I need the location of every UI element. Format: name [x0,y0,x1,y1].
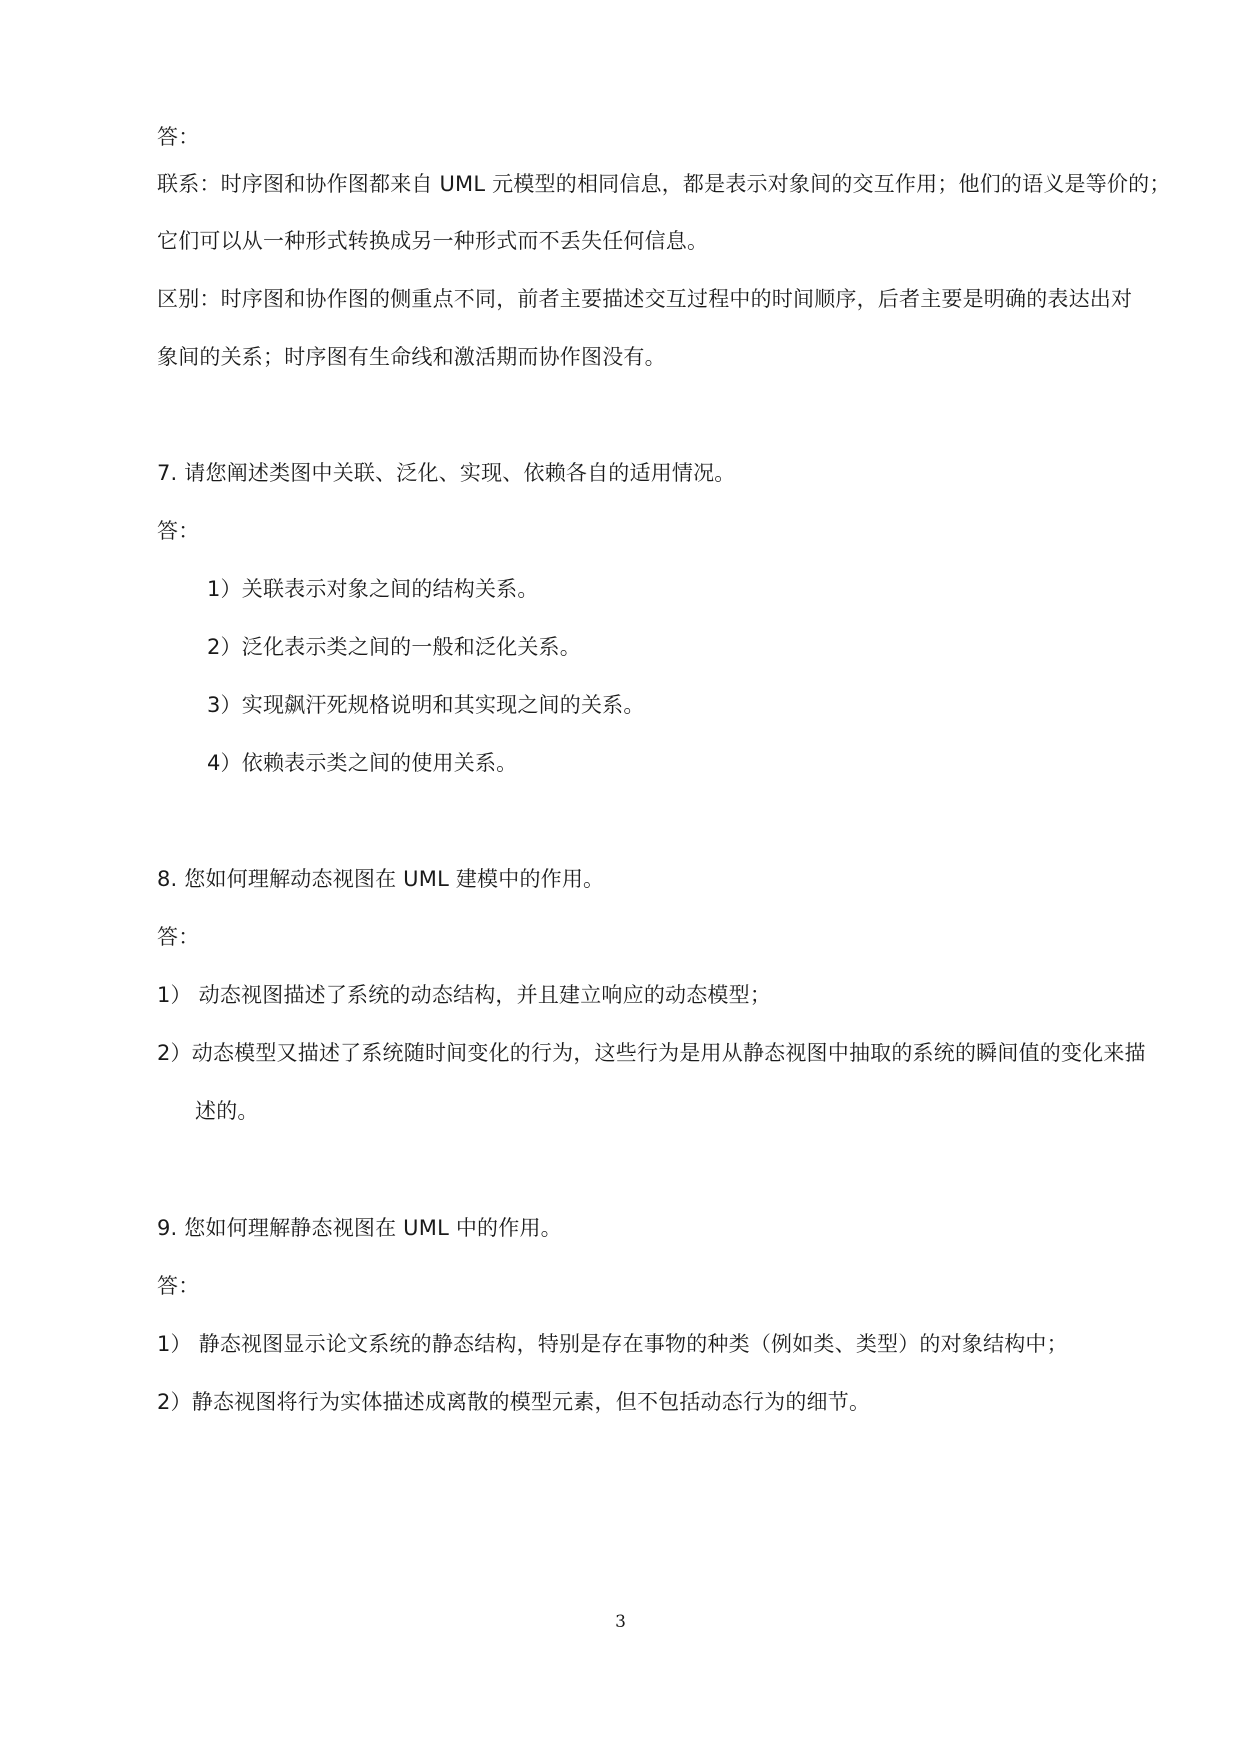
answer-9-item-2: 2）静态视图将行为实体描述成离散的模型元素，但不包括动态行为的细节。 [157,1390,871,1414]
answer-label: 答： [157,925,200,949]
difference-text-line1: 区别：时序图和协作图的侧重点不同，前者主要描述交互过程中的时间顺序，后者主要是明确的表达出对 [157,287,1133,311]
answer-label: 答： [157,519,200,543]
answer-label: 答： [157,1274,200,1298]
answer-label: 答： [157,125,200,149]
answer-8-item-2-line1: 2）动态模型又描述了系统随时间变化的行为，这些行为是用从静态视图中抽取的系统的瞬间值的变化来描 [157,1041,1146,1065]
relation-text-line2: 它们可以从一种形式转换成另一种形式而不丢失任何信息。 [157,229,709,253]
answer-8-item-2-line2: 述的。 [195,1099,259,1123]
answer-7-item-1: 1）关联表示对象之间的结构关系。 [207,577,539,601]
question-7: 7. 请您阐述类图中关联、泛化、实现、依赖各自的适用情况。 [157,461,736,485]
difference-text-line2: 象间的关系；时序图有生命线和激活期而协作图没有。 [157,345,666,369]
answer-7-item-2: 2）泛化表示类之间的一般和泛化关系。 [207,635,581,659]
answer-7-item-4: 4）依赖表示类之间的使用关系。 [207,751,518,775]
question-8: 8. 您如何理解动态视图在 UML 建模中的作用。 [157,867,605,891]
page-number: 3 [615,1612,626,1632]
relation-text-line1: 联系：时序图和协作图都来自 UML 元模型的相同信息，都是表示对象间的交互作用；他们的语义是等价的； [157,172,1171,196]
question-9: 9. 您如何理解静态视图在 UML 中的作用。 [157,1216,562,1240]
answer-7-item-3: 3）实现飙汗死规格说明和其实现之间的关系。 [207,693,645,717]
answer-8-item-1: 1） 动态视图描述了系统的动态结构，并且建立响应的动态模型； [157,983,772,1007]
answer-9-item-1: 1） 静态视图显示论文系统的静态结构，特别是存在事物的种类（例如类、类型）的对象结构中； [157,1332,1068,1356]
